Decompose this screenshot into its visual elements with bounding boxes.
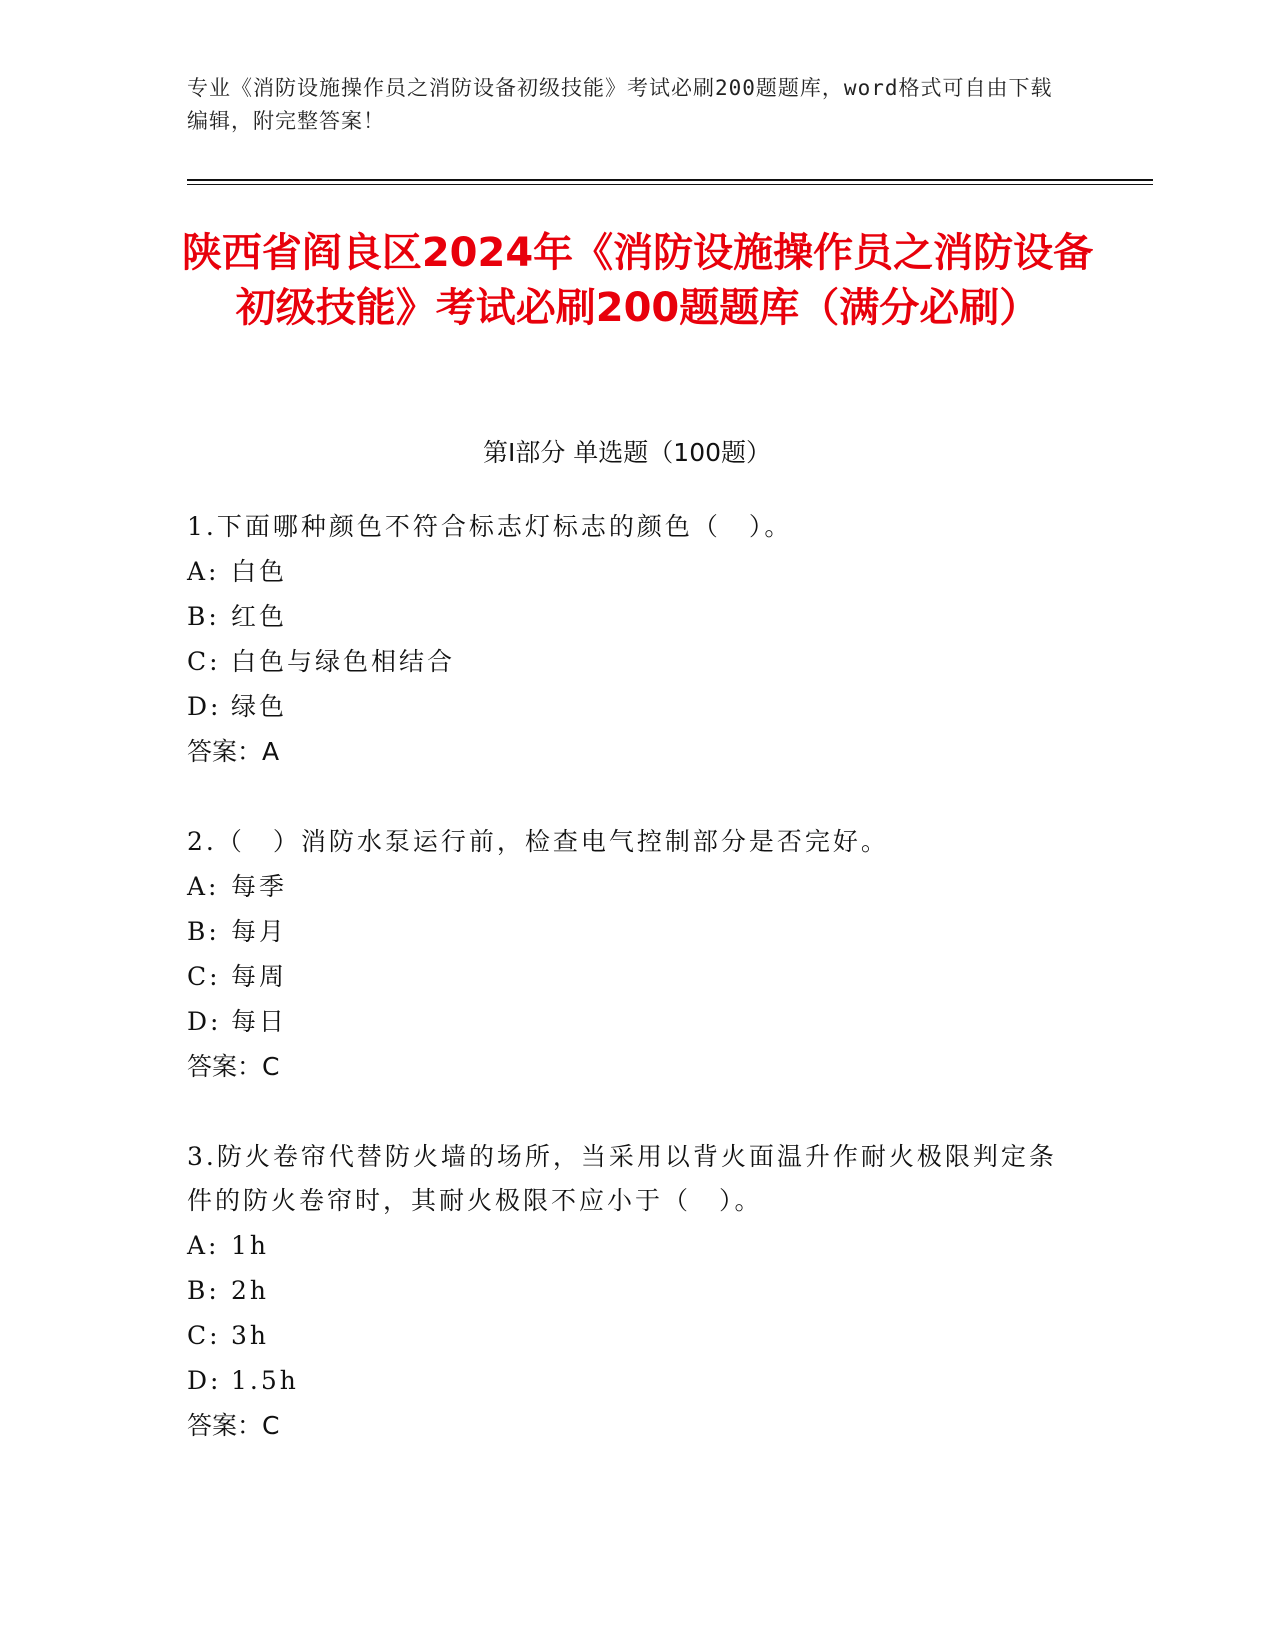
option-text: 3h <box>231 1321 270 1350</box>
option-text: 每日 <box>231 1007 288 1036</box>
question-1 <box>187 505 1067 774</box>
option-d <box>187 1358 1067 1403</box>
header-note: 专业《消防设施操作员之消防设备初级技能》考试必刷200题题库，word格式可自由下载编辑，附完整答案！ <box>187 76 1053 133</box>
question-3 <box>187 1135 1067 1448</box>
option-text: 1.5h <box>231 1366 299 1395</box>
option-text: 1h <box>231 1231 270 1260</box>
option-text: 每月 <box>231 917 288 946</box>
option-b <box>187 1268 1067 1313</box>
answer: 答案：C <box>187 1052 280 1081</box>
option-key: C: <box>187 962 221 991</box>
option-key: B: <box>187 917 220 946</box>
option-key: C: <box>187 647 221 676</box>
option-c <box>187 1313 1067 1358</box>
option-key: A: <box>187 872 220 901</box>
question-text: 3.防火卷帘代替防火墙的场所，当采用以背火面温升作耐火极限判定条件的防火卷帘时，其耐火极限不应小于（ ）。 <box>187 1142 1057 1215</box>
header-rule-thick <box>187 179 1153 181</box>
option-a <box>187 1223 1067 1268</box>
option-key: A: <box>187 1231 220 1260</box>
option-d <box>187 684 1067 729</box>
answer: 答案：A <box>187 737 280 766</box>
option-key: B: <box>187 602 220 631</box>
option-text: 白色与绿色相结合 <box>231 647 456 676</box>
option-text: 每季 <box>231 872 288 901</box>
section-heading: 第Ⅰ部分 单选题（100题） <box>482 438 772 467</box>
header-rule-thin <box>187 184 1153 185</box>
answer: 答案：C <box>187 1411 280 1440</box>
option-key: D: <box>187 1007 222 1036</box>
option-a <box>187 864 1067 909</box>
option-text: 绿色 <box>231 692 288 721</box>
option-c <box>187 954 1067 999</box>
option-a <box>187 549 1067 594</box>
option-text: 红色 <box>231 602 288 631</box>
option-key: D: <box>187 692 222 721</box>
question-text: 1.下面哪种颜色不符合标志灯标志的颜色（ ）。 <box>187 512 793 541</box>
option-text: 2h <box>231 1276 270 1305</box>
option-key: A: <box>187 557 220 586</box>
option-b <box>187 909 1067 954</box>
option-b <box>187 594 1067 639</box>
question-2 <box>187 820 1067 1089</box>
option-d <box>187 999 1067 1044</box>
option-key: D: <box>187 1366 222 1395</box>
option-c <box>187 639 1067 684</box>
option-text: 白色 <box>231 557 288 586</box>
option-key: B: <box>187 1276 220 1305</box>
document-title: 陕西省阎良区2024年《消防设施操作员之消防设备初级技能》考试必刷200题题库（满分必刷） <box>181 230 1094 331</box>
option-text: 每周 <box>231 962 288 991</box>
question-text: 2.（ ）消防水泵运行前，检查电气控制部分是否完好。 <box>187 827 889 856</box>
option-key: C: <box>187 1321 221 1350</box>
